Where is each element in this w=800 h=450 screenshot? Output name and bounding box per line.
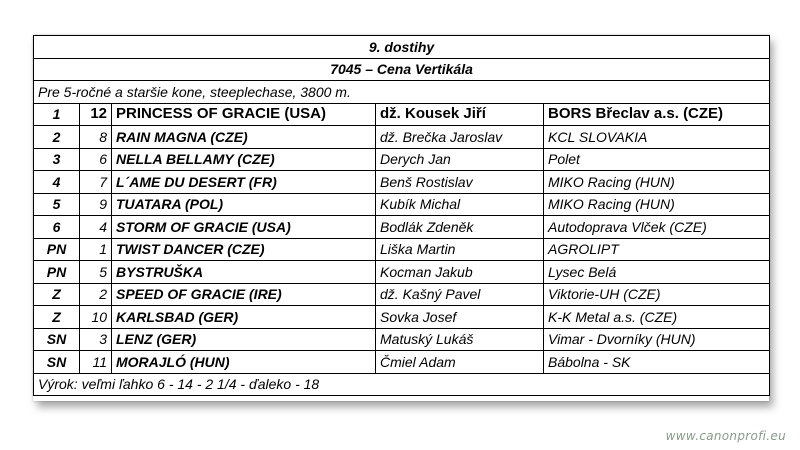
race-footer-row [34,373,770,396]
result-jockey: Kubík Michal [376,193,544,216]
result-jockey: Matuský Lukáš [376,328,544,351]
result-jockey: Kocman Jakub [376,261,544,284]
table-row [34,261,770,284]
result-number: 5 [80,261,112,284]
result-jockey: Bodlák Zdeněk [376,216,544,239]
race-conditions: Pre 5-ročné a staršie kone, steeplechase, 3800 m. [34,81,770,104]
result-owner: Polet [544,148,770,171]
table-row [34,238,770,261]
table-row [34,193,770,216]
result-place: PN [34,261,80,284]
table-row [34,171,770,194]
result-place: Z [34,283,80,306]
table-row [34,328,770,351]
result-number: 6 [80,148,112,171]
result-owner: Vimar - Dvorníky (HUN) [544,328,770,351]
table-row [34,148,770,171]
result-owner: MIKO Racing (HUN) [544,171,770,194]
result-number: 4 [80,216,112,239]
result-owner: K-K Metal a.s. (CZE) [544,306,770,329]
table-row [34,216,770,239]
result-horse: L´AME DU DESERT (FR) [112,171,376,194]
result-owner: KCL SLOVAKIA [544,126,770,149]
result-horse: TUATARA (POL) [112,193,376,216]
race-title: 9. dostihy [34,36,770,59]
race-results-table [33,35,770,396]
result-jockey: dž. Kousek Jiří [376,103,544,126]
result-jockey: Čmiel Adam [376,351,544,374]
result-owner: AGROLIPT [544,238,770,261]
result-horse: BYSTRUŠKA [112,261,376,284]
table-row [34,283,770,306]
result-owner: Viktorie-UH (CZE) [544,283,770,306]
result-owner: Lysec Belá [544,261,770,284]
result-place: 6 [34,216,80,239]
table-row [34,103,770,126]
race-verdict: Výrok: veľmi ľahko 6 - 14 - 2 1/4 - ďaleko - 18 [34,373,770,396]
table-row [34,306,770,329]
result-owner: Autodoprava Vlček (CZE) [544,216,770,239]
result-number: 12 [80,103,112,126]
result-number: 3 [80,328,112,351]
result-number: 8 [80,126,112,149]
table-row [34,126,770,149]
result-place: PN [34,238,80,261]
result-jockey: Benš Rostislav [376,171,544,194]
result-place: 1 [34,103,80,126]
result-number: 10 [80,306,112,329]
result-number: 7 [80,171,112,194]
results-card [33,35,769,401]
result-horse: STORM OF GRACIE (USA) [112,216,376,239]
result-place: 2 [34,126,80,149]
result-horse: NELLA BELLAMY (CZE) [112,148,376,171]
result-place: SN [34,351,80,374]
result-place: 3 [34,148,80,171]
result-place: 4 [34,171,80,194]
result-horse: MORAJLÓ (HUN) [112,351,376,374]
table-row [34,351,770,374]
result-owner: Bábolna - SK [544,351,770,374]
result-horse: TWIST DANCER (CZE) [112,238,376,261]
result-horse: PRINCESS OF GRACIE (USA) [112,103,376,126]
result-jockey: Sovka Josef [376,306,544,329]
race-title-row [34,36,770,59]
watermark: www.canonprofi.eu [665,429,786,443]
result-number: 2 [80,283,112,306]
race-conditions-row [34,81,770,104]
result-jockey: dž. Kašný Pavel [376,283,544,306]
result-number: 9 [80,193,112,216]
result-horse: LENZ (GER) [112,328,376,351]
result-number: 1 [80,238,112,261]
result-owner: MIKO Racing (HUN) [544,193,770,216]
result-horse: KARLSBAD (GER) [112,306,376,329]
result-place: SN [34,328,80,351]
result-place: 5 [34,193,80,216]
result-jockey: Derych Jan [376,148,544,171]
race-subtitle-row [34,58,770,81]
result-place: Z [34,306,80,329]
result-jockey: dž. Brečka Jaroslav [376,126,544,149]
result-number: 11 [80,351,112,374]
result-horse: SPEED OF GRACIE (IRE) [112,283,376,306]
result-jockey: Liška Martin [376,238,544,261]
result-owner: BORS Břeclav a.s. (CZE) [544,103,770,126]
race-subtitle: 7045 – Cena Vertikála [34,58,770,81]
result-horse: RAIN MAGNA (CZE) [112,126,376,149]
